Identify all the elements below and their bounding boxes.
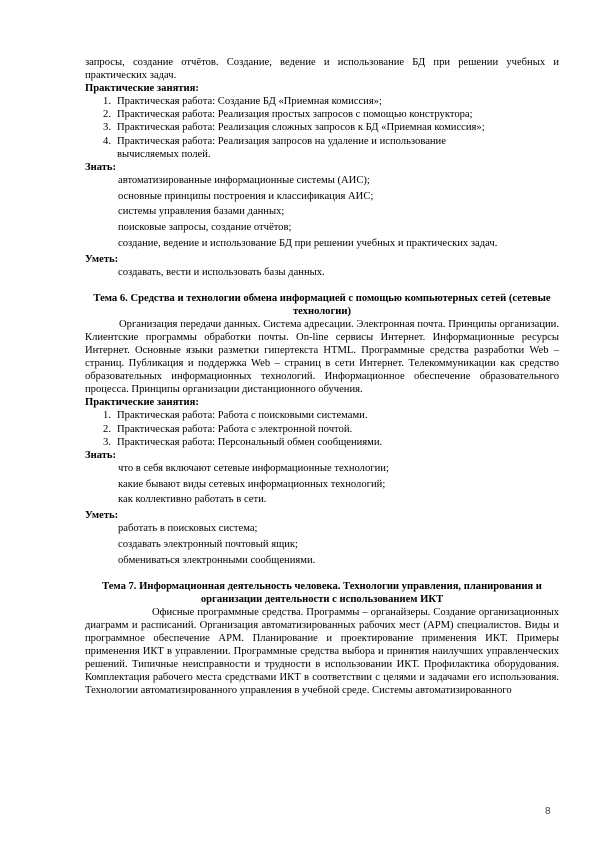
sec6-body: Организация передачи данных. Система адресации. Электронная почта. Принципы организации. Клиентские программы обработки почты. On-line сервисы Интернет. Информационные ресурсы Интернет. Основные языки разметки гипертекста HTML. Программные средства разработки Web – страниц. Публикация и поддержка Web – страниц в сети Интернет. Телекоммуникации как средство образовательных информационных технологий. Информационное обеспечение образовательного процесса. Принципы организации дистанционного обучения. bbox=[85, 318, 559, 396]
list-item: создавать, вести и использовать базы данных. bbox=[118, 266, 325, 278]
list-item: создавать электронный почтовый ящик; bbox=[118, 539, 298, 551]
sec5-can-label: Уметь: bbox=[85, 253, 119, 265]
list-item: 2. Практическая работа: Работа с электронной почтой. bbox=[103, 423, 353, 435]
document-page bbox=[85, 56, 559, 697]
list-item: создание, ведение и использование БД при решении учебных и практических задач. bbox=[118, 237, 498, 249]
list-item: 1. Практическая работа: Работа с поисковыми системами. bbox=[103, 410, 368, 422]
list-item: какие бывают виды сетевых информационных технологий; bbox=[118, 478, 386, 490]
sec7-body: Офисные программные средства. Программы – органайзеры. Создание организационных диаграмм и расписаний. Организация автоматизированных рабочих мест (АРМ) специалистов. Виды и программное обеспечение АРМ. Планирование и проектирование применения ИКТ. Примеры применения ИКТ в управлении. Программные средства выбора и принятия наилучших управленческих решений. Типичные неисправности и трудности в использовании ИКТ. Профилактика оборудования. Комплектация рабочего места средствами ИКТ в соответствии с целями и задачами его использования. Технологии автоматизированного управления в учебной среде. Системы автоматизированного bbox=[85, 606, 559, 697]
sec6-know-list bbox=[85, 462, 559, 507]
list-item: что в себя включают сетевые информационные технологии; bbox=[118, 462, 389, 474]
sec7-heading: Тема 7. Информационная деятельность человека. Технологии управления, планирования и организации деятельности с использованием ИКТ bbox=[102, 580, 542, 605]
sec6-heading: Тема 6. Средства и технологии обмена информацией с помощью компьютерных сетей (сетевые технологии) bbox=[93, 292, 551, 317]
sec6-can-label: Уметь: bbox=[85, 510, 119, 522]
list-item: поисковые запросы, создание отчётов; bbox=[118, 222, 292, 234]
sec5-can-list bbox=[85, 266, 559, 279]
list-item: автоматизированные информационные системы (АИС); bbox=[118, 174, 370, 186]
page-number: 8 bbox=[545, 806, 551, 817]
sec6-know-label: Знать: bbox=[85, 449, 117, 461]
list-item: 1. Практическая работа: Создание БД «Приемная комиссия»; bbox=[103, 96, 382, 108]
intro-paragraph: запросы, создание отчётов. Создание, ведение и использование БД при решении учебных и практических задач. bbox=[85, 57, 559, 82]
sec5-practical-label: Практические занятия: bbox=[85, 83, 199, 95]
list-item: 3. Практическая работа: Персональный обмен сообщениями. bbox=[103, 436, 383, 448]
sec5-practical-list bbox=[85, 95, 559, 160]
list-item: основные принципы построения и классификация АИС; bbox=[118, 190, 374, 202]
sec5-know-list bbox=[85, 174, 559, 250]
list-item: 2. Практическая работа: Реализация простых запросов с помощью конструктора; bbox=[103, 109, 473, 121]
sec6-practical-list bbox=[85, 409, 559, 448]
list-item: обмениваться электронными сообщениями. bbox=[118, 554, 316, 566]
list-item: 4. Практическая работа: Реализация запросов на удаление и использование вычисляемых полей. bbox=[103, 135, 446, 160]
sec6-can-list bbox=[85, 522, 559, 567]
list-item: 3. Практическая работа: Реализация сложных запросов к БД «Приемная комиссия»; bbox=[103, 122, 485, 134]
sec5-know-label: Знать: bbox=[85, 161, 117, 173]
sec6-practical-label: Практические занятия: bbox=[85, 397, 199, 409]
list-item: как коллективно работать в сети. bbox=[118, 494, 267, 506]
list-item: системы управления базами данных; bbox=[118, 206, 285, 218]
list-item: работать в поисковых система; bbox=[118, 523, 258, 535]
